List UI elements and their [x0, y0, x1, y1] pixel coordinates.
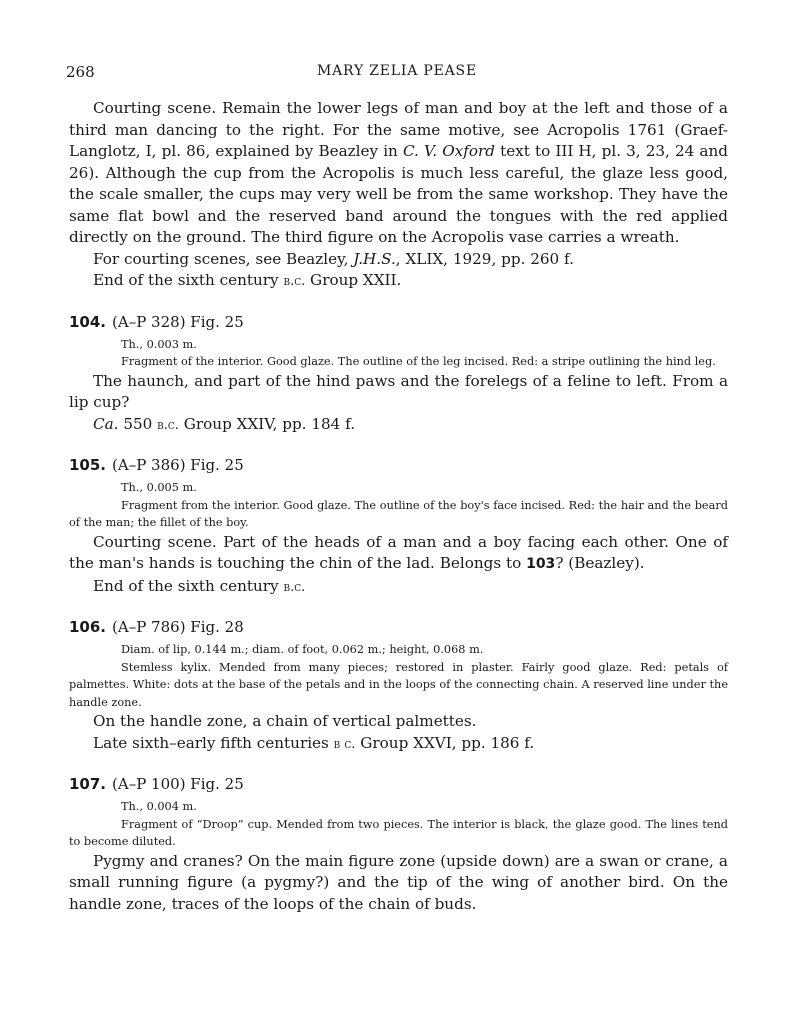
- entry-heading: 107. (A–P 100) Fig. 25: [69, 775, 244, 793]
- running-head: MARY ZELIA PEASE: [317, 63, 477, 79]
- entry-dating: Late sixth–early fifth centuries b c. Group XXVI, pp. 186 f.: [93, 733, 535, 752]
- entry-text: The haunch, and part of the hind paws and the forelegs of a feline to left. From a lip cup?: [69, 371, 728, 411]
- entry-measurements: Th., 0.005 m.: [121, 481, 197, 494]
- entry-dating: End of the sixth century b.c.: [93, 576, 306, 595]
- entry-heading: 106. (A–P 786) Fig. 28: [69, 618, 244, 636]
- page-number: 268: [66, 63, 95, 81]
- entry-measurements: Diam. of lip, 0.144 m.; diam. of foot, 0.062 m.; height, 0.068 m.: [121, 643, 484, 656]
- page-body: [69, 98, 728, 915]
- catalog-entry-105: [69, 455, 728, 598]
- entry-description: Fragment of the interior. Good glaze. The outline of the leg incised. Red: a stripe outlining the hind leg.: [121, 355, 716, 368]
- entry-measurements: Th., 0.004 m.: [121, 800, 197, 813]
- entry-description: Fragment from the interior. Good glaze. The outline of the boy's face incised. Red: the hair and the beard of the man; the fillet of the boy.: [69, 498, 728, 529]
- catalog-entry-104: [69, 312, 728, 437]
- intro-reference: For courting scenes, see Beazley, J.H.S., XLIX, 1929, pp. 260 f.: [93, 249, 574, 268]
- catalog-entry-107: [69, 774, 728, 915]
- entry-dating: Ca. 550 b.c. Group XXIV, pp. 184 f.: [93, 414, 356, 433]
- catalog-entry-106: [69, 617, 728, 755]
- entry-heading: 105. (A–P 386) Fig. 25: [69, 456, 244, 474]
- entry-description: Fragment of “Droop” cup. Mended from two pieces. The interior is black, the glaze good. The lines tend to become diluted.: [69, 817, 728, 848]
- entry-text: Courting scene. Part of the heads of a man and a boy facing each other. One of the man's hands is touching the chin of the lad. Belongs to 103? (Beazley).: [69, 532, 728, 572]
- page-header: [66, 63, 728, 87]
- entry-text: Pygmy and cranes? On the main figure zone (upside down) are a swan or crane, a small running figure (a pygmy?) and the tip of the wing of another bird. On the handle zone, traces of the loops of the chain of buds.: [69, 851, 728, 913]
- intro-paragraph: Courting scene. Remain the lower legs of man and boy at the left and those of a third man dancing to the right. For the same motive, see Acropolis 1761 (Graef-Langlotz, I, pl. 86, explained by Beazley in C. V. Oxford text to III H, pl. 3, 23, 24 and 26). Although the cup from the Acropolis is much less careful, the glaze less good, the scale smaller, the cups may very well be from the same workshop. They have the same flat bowl and the reserved band around the tongues with the red applied directly on the ground. The third figure on the Acropolis vase carries a wreath.: [69, 99, 728, 246]
- entry-text: On the handle zone, a chain of vertical palmettes.: [93, 712, 477, 730]
- entry-heading: 104. (A–P 328) Fig. 25: [69, 312, 244, 331]
- entry-measurements: Th., 0.003 m.: [121, 337, 197, 351]
- entry-description: Stemless kylix. Mended from many pieces; restored in plaster. Fairly good glaze. Red: petals of palmettes. White: dots at the base of the petals and in the loops of the connecting chain. A reserved line under the handle zone.: [69, 660, 728, 709]
- intro-dating: End of the sixth century b.c. Group XXII.: [93, 271, 402, 289]
